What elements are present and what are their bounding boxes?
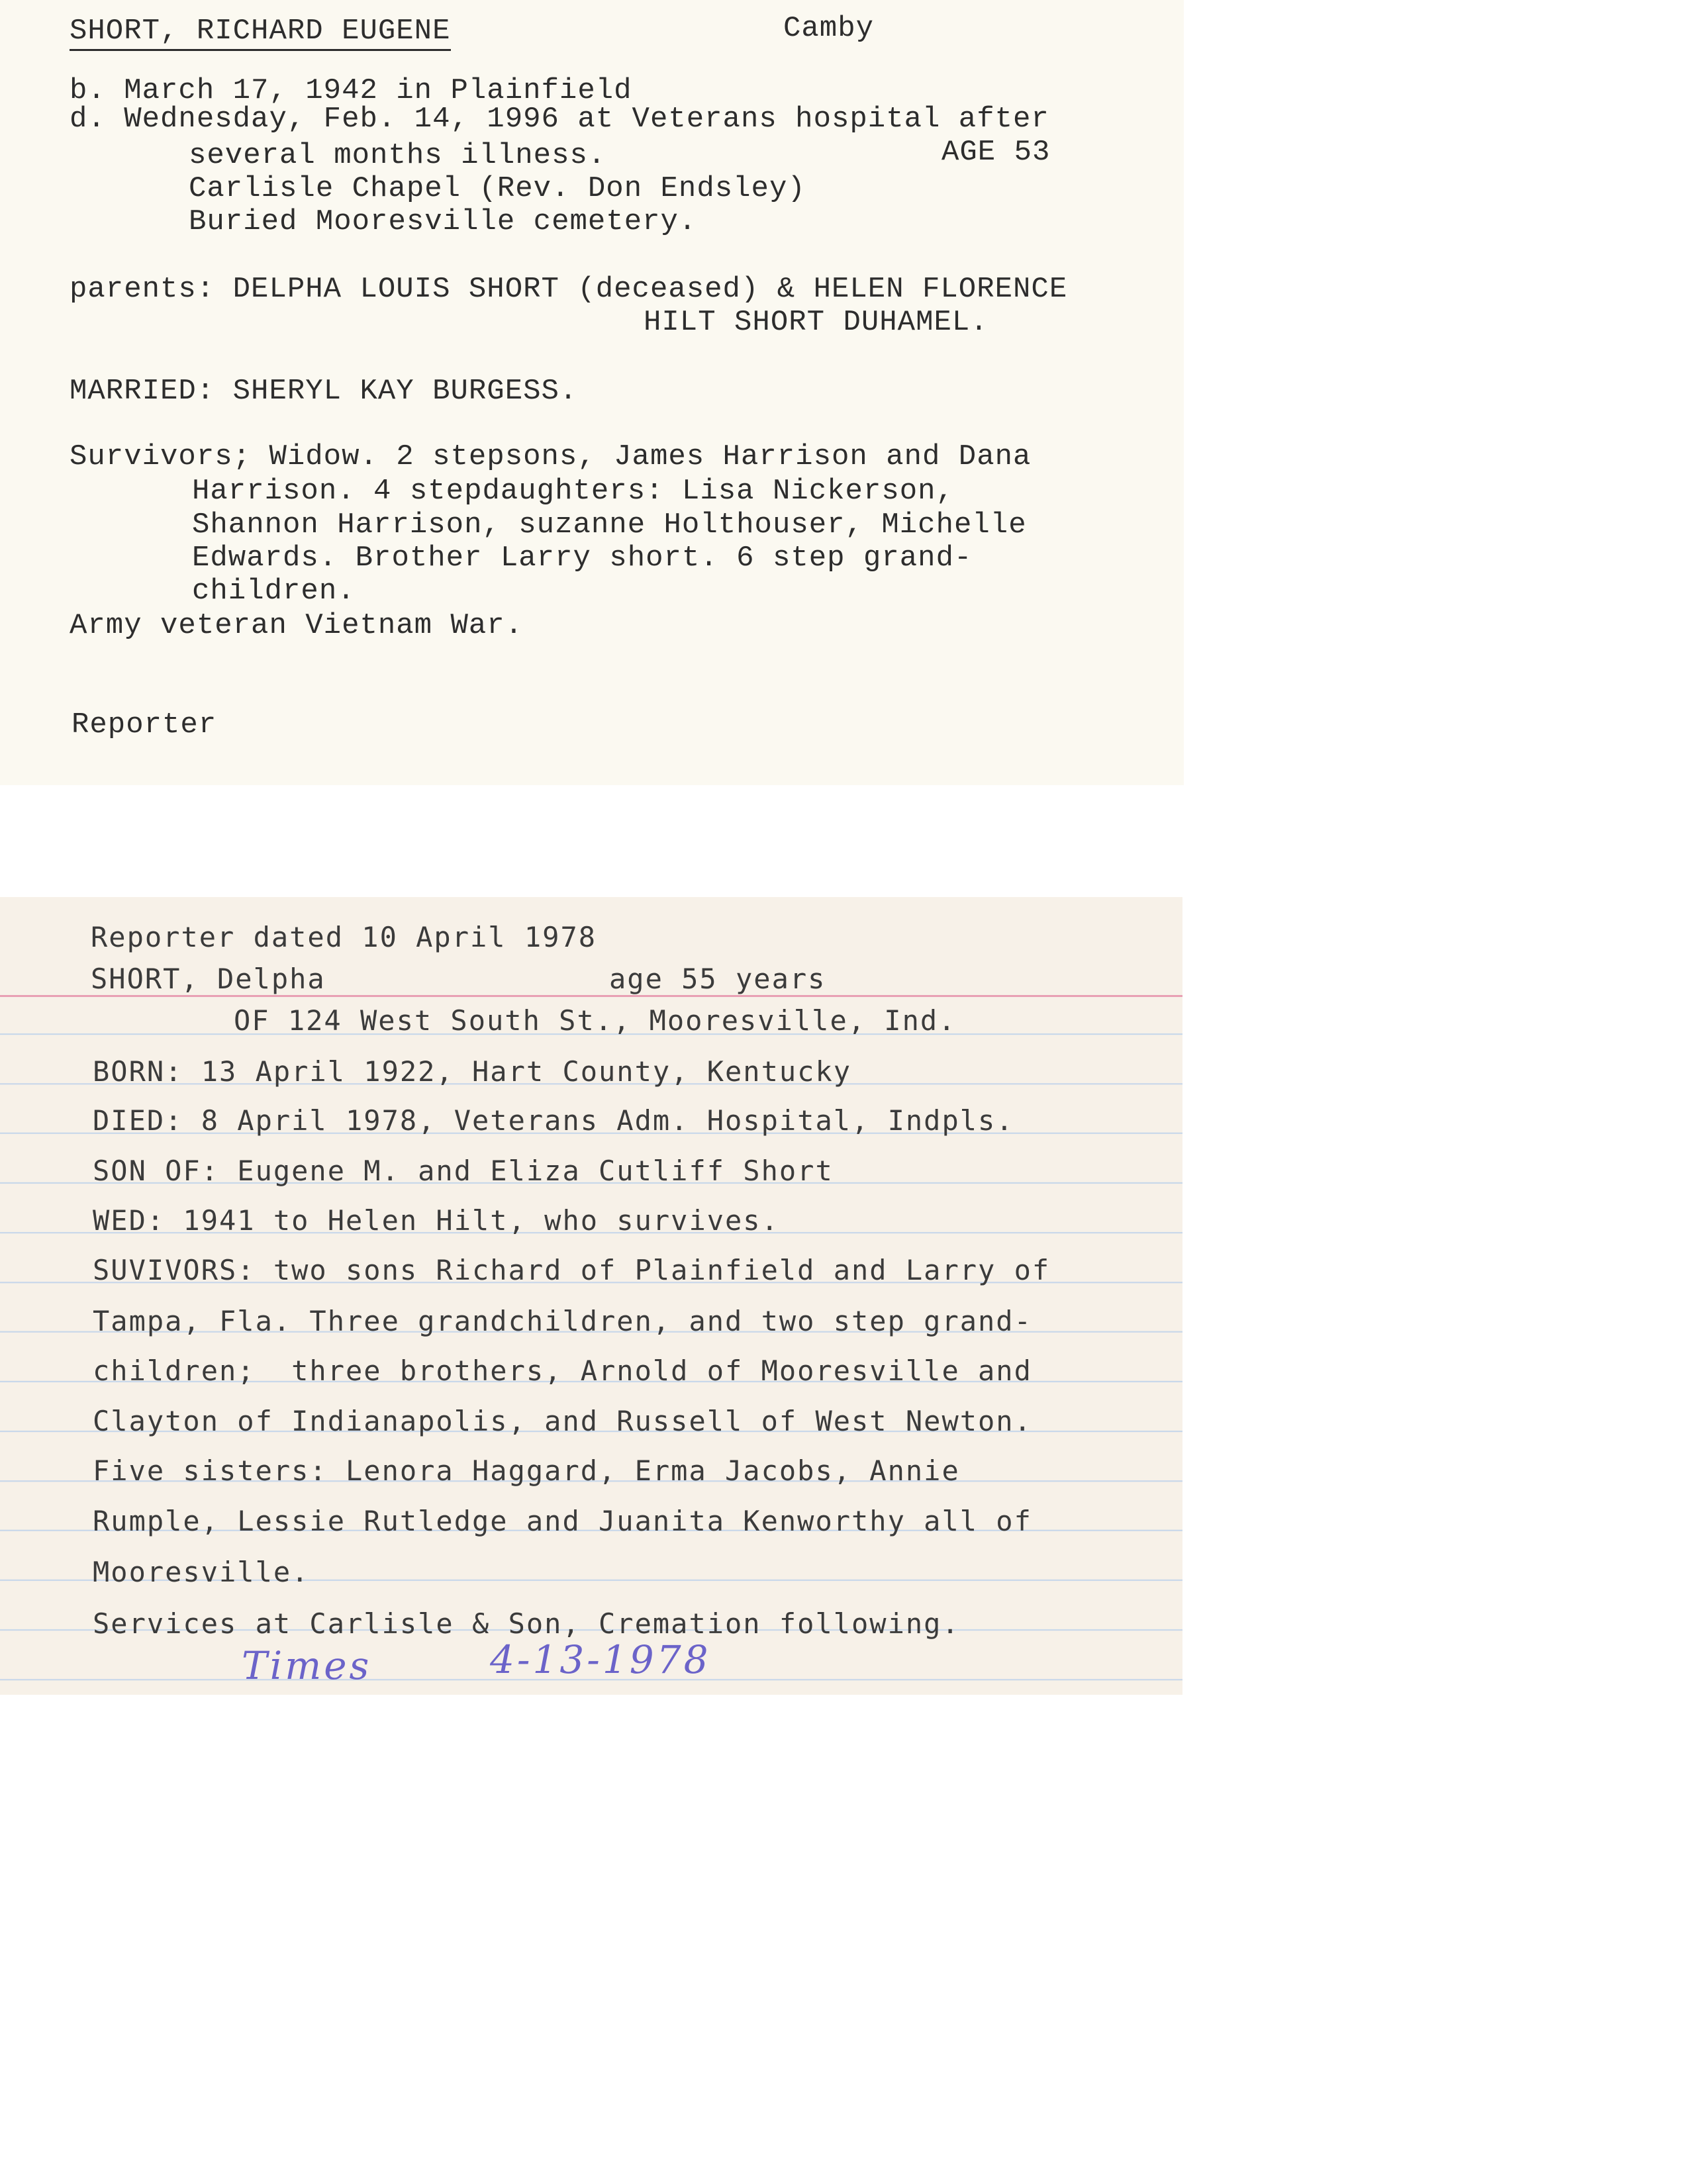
card1-parents-line-2: HILT SHORT DUHAMEL. xyxy=(644,306,989,339)
card1-survivors-line: children. xyxy=(192,575,356,608)
card2-sisters-line: Mooresville. xyxy=(93,1556,310,1588)
card1-illness-line: several months illness. xyxy=(189,139,606,172)
card1-location: Camby xyxy=(783,12,875,45)
card2-header: Reporter dated 10 April 1978 xyxy=(91,921,597,953)
card1-born-line: b. March 17, 1942 in Plainfield xyxy=(70,74,632,107)
card1-died-line: d. Wednesday, Feb. 14, 1996 at Veterans hospital after xyxy=(70,103,1049,136)
card2-header-rule xyxy=(0,995,1182,997)
card2-survivors-line: SUVIVORS: two sons Richard of Plainfield and Larry of xyxy=(93,1254,1051,1286)
card2-son-of-line: SON OF: Eugene M. and Eliza Cutliff Short xyxy=(93,1155,834,1187)
card1-survivors-line: Edwards. Brother Larry short. 6 step grand- xyxy=(192,542,973,575)
card2-address: OF 124 West South St., Mooresville, Ind. xyxy=(234,1004,957,1037)
card1-name-heading: SHORT, RICHARD EUGENE xyxy=(70,15,451,51)
card1-married-line: MARRIED: SHERYL KAY BURGESS. xyxy=(70,375,578,408)
card1-source: Reporter xyxy=(72,708,217,741)
card2-wed-line: WED: 1941 to Helen Hilt, who survives. xyxy=(93,1204,779,1237)
card2-born-line: BORN: 13 April 1922, Hart County, Kentucky xyxy=(93,1055,852,1088)
card1-survivors-line: Harrison. 4 stepdaughters: Lisa Nickerson, xyxy=(192,475,954,508)
card1-survivors-line: Shannon Harrison, suzanne Holthouser, Michelle xyxy=(192,508,1027,542)
card1-buried-line: Buried Mooresville cemetery. xyxy=(189,205,697,238)
card2-survivors-line: Tampa, Fla. Three grandchildren, and two step grand- xyxy=(93,1305,1032,1337)
card2-name: SHORT, Delpha xyxy=(91,963,326,995)
card2-handwritten-source: Times xyxy=(242,1643,372,1688)
card2-survivors-line: children; three brothers, Arnold of Mooresville and xyxy=(93,1354,1032,1387)
obituary-card-delpha xyxy=(0,897,1182,1695)
card2-age: age 55 years xyxy=(609,963,826,995)
card2-services-line: Services at Carlisle & Son, Cremation following. xyxy=(93,1607,960,1640)
card1-chapel-line: Carlisle Chapel (Rev. Don Endsley) xyxy=(189,172,806,205)
card2-sisters-line: Rumple, Lessie Rutledge and Juanita Kenworthy all of xyxy=(93,1505,1032,1537)
card2-sisters-line: Five sisters: Lenora Haggard, Erma Jacobs, Annie xyxy=(93,1454,960,1487)
card2-died-line: DIED: 8 April 1978, Veterans Adm. Hospital, Indpls. xyxy=(93,1104,1014,1137)
card1-survivors-line: Survivors; Widow. 2 stepsons, James Harrison and Dana xyxy=(70,440,1032,473)
obituary-card-richard xyxy=(0,0,1184,785)
card1-age: AGE 53 xyxy=(941,136,1051,169)
card2-handwritten-date: 4-13-1978 xyxy=(490,1637,711,1682)
card1-army-line: Army veteran Vietnam War. xyxy=(70,609,524,642)
card1-parents-line: parents: DELPHA LOUIS SHORT (deceased) & HELEN FLORENCE xyxy=(70,273,1068,306)
card2-survivors-line: Clayton of Indianapolis, and Russell of West Newton. xyxy=(93,1405,1032,1437)
